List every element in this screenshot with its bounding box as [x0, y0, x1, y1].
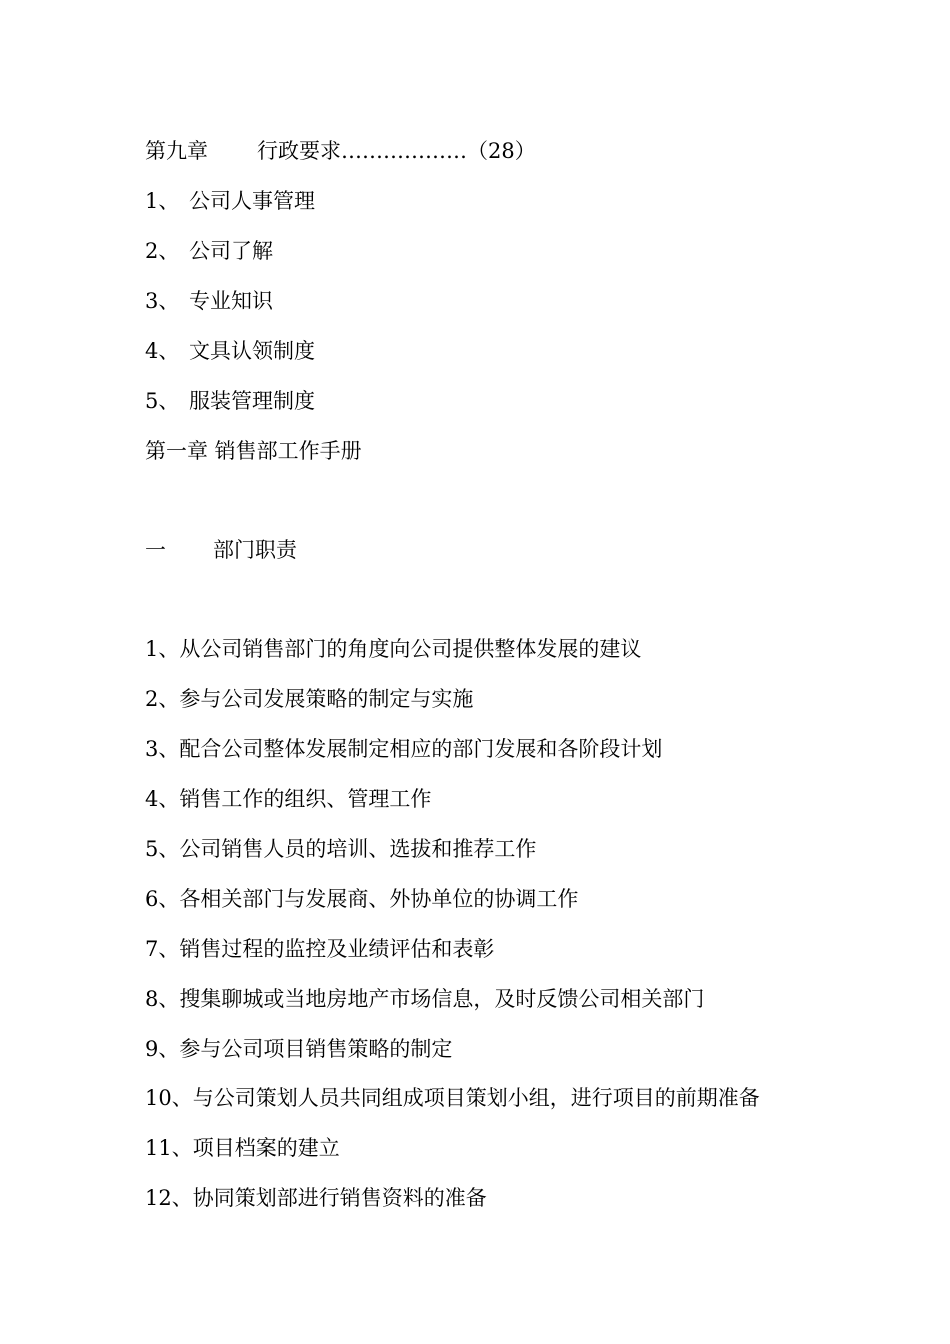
duty-item: 5、公司销售人员的培训、选拔和推荐工作	[145, 837, 537, 861]
toc-item-text: 公司人事管理	[189, 189, 315, 213]
toc-item-text: 公司了解	[189, 239, 273, 263]
toc-item-number: 4、	[145, 339, 180, 363]
section-title: 部门职责	[213, 538, 297, 562]
duty-item: 10、与公司策划人员共同组成项目策划小组，进行项目的前期准备	[145, 1086, 760, 1110]
duty-item: 7、销售过程的监控及业绩评估和表彰	[145, 937, 495, 961]
duty-item: 2、参与公司发展策略的制定与实施	[145, 687, 474, 711]
duty-item: 4、销售工作的组织、管理工作	[145, 787, 432, 811]
toc-chapter-9	[145, 138, 536, 164]
toc-item-text: 文具认领制度	[189, 339, 315, 363]
toc-item	[145, 238, 273, 264]
duty-item: 6、各相关部门与发展商、外协单位的协调工作	[145, 887, 579, 911]
toc-item-number: 5、	[145, 389, 180, 413]
toc-chapter-title: 行政要求………………（28）	[257, 139, 536, 163]
duty-item: 11、项目档案的建立	[145, 1136, 340, 1160]
toc-item	[145, 288, 273, 314]
toc-item-number: 3、	[145, 289, 180, 313]
toc-item-text: 专业知识	[189, 289, 273, 313]
duty-item: 12、协同策划部进行销售资料的准备	[145, 1186, 487, 1210]
toc-item-number: 2、	[145, 239, 180, 263]
toc-item-number: 1、	[145, 189, 180, 213]
toc-item	[145, 338, 315, 364]
section-heading	[145, 537, 297, 563]
duty-item: 3、配合公司整体发展制定相应的部门发展和各阶段计划	[145, 737, 663, 761]
duty-item: 8、搜集聊城或当地房地产市场信息，及时反馈公司相关部门	[145, 987, 705, 1011]
duty-item: 9、参与公司项目销售策略的制定	[145, 1037, 453, 1061]
chapter-heading: 第一章 销售部工作手册	[145, 439, 362, 463]
section-number: 一	[145, 538, 166, 562]
toc-item	[145, 188, 315, 214]
toc-item	[145, 388, 315, 414]
duty-item: 1、从公司销售部门的角度向公司提供整体发展的建议	[145, 637, 642, 661]
toc-item-text: 服装管理制度	[189, 389, 315, 413]
toc-chapter-label: 第九章	[145, 139, 208, 163]
